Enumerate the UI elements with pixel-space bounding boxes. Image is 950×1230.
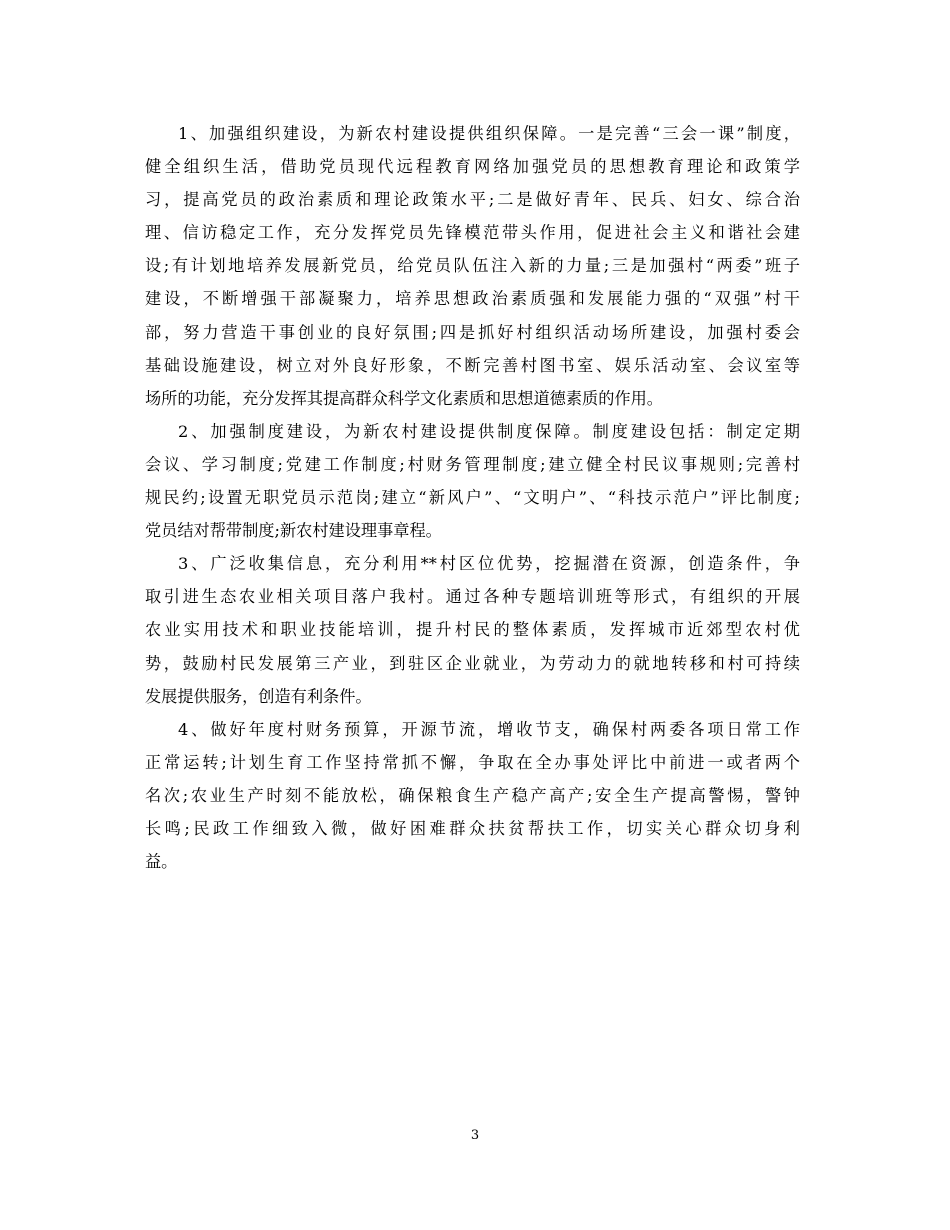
paragraph-2 [145,415,800,547]
text-line: 规民约;设置无职党员示范岗;建立“新风户”、“文明户”、“科技示范户”评比制度; [145,488,800,508]
text-line: 3、广泛收集信息，充分利用**村区位优势，挖掘潜在资源，创造条件，争 [178,554,800,574]
text-line: 名次;农业生产时刻不能放松，确保粮食生产稳产高产;安全生产提高警惕，警钟 [145,785,800,805]
text-line: 取引进生态农业相关项目落户我村。通过各种专题培训班等形式，有组织的开展 [145,587,800,607]
text-line: 1、加强组织建设，为新农村建设提供组织保障。一是完善“三会一课”制度， [178,124,800,143]
body-text [145,117,800,878]
paragraph-1 [145,117,800,415]
text-line: 设;有计划地培养发展新党员，给党员队伍注入新的力量;三是加强村“两委”班子 [145,256,800,276]
text-line: 党员结对帮带制度;新农村建设理事章程。 [145,521,442,541]
paragraph-4 [145,713,800,878]
text-line: 正常运转;计划生育工作坚持常抓不懈，争取在全办事处评比中前进一或者两个 [145,752,800,772]
text-line: 会议、学习制度;党建工作制度;村财务管理制度;建立健全村民议事规则;完善村 [145,454,800,474]
text-line: 习，提高党员的政治素质和理论政策水平;二是做好青年、民兵、妇女、综合治 [145,190,800,210]
paragraph-3 [145,547,800,712]
text-line: 建设，不断增强干部凝聚力，培养思想政治素质强和发展能力强的“双强”村干 [145,289,800,309]
text-line: 4、做好年度村财务预算，开源节流，增收节支，确保村两委各项日常工作 [178,719,800,739]
text-line: 势，鼓励村民发展第三产业，到驻区企业就业，为劳动力的就地转移和村可持续 [145,653,800,673]
text-line: 部，努力营造干事创业的良好氛围;四是抓好村组织活动场所建设，加强村委会 [145,322,800,342]
text-line: 发展提供服务，创造有利条件。 [145,686,372,706]
text-line: 基础设施建设，树立对外良好形象，不断完善村图书室、娱乐活动室、会议室等 [145,355,800,375]
text-line: 2、加强制度建设，为新农村建设提供制度保障。制度建设包括：制定定期 [178,421,800,441]
text-line: 理、信访稳定工作，充分发挥党员先锋模范带头作用，促进社会主义和谐社会建 [145,223,800,243]
text-line: 农业实用技术和职业技能培训，提升村民的整体素质，发挥城市近郊型农村优 [145,620,800,640]
page-number: 3 [470,1128,480,1143]
text-line: 健全组织生活，借助党员现代远程教育网络加强党员的思想教育理论和政策学 [145,157,800,177]
text-line: 长鸣;民政工作细致入微，做好困难群众扶贫帮扶工作，切实关心群众切身利 [145,818,800,838]
text-line: 场所的功能，充分发挥其提高群众科学文化素质和思想道德素质的作用。 [145,388,663,408]
text-line: 益。 [145,852,178,872]
